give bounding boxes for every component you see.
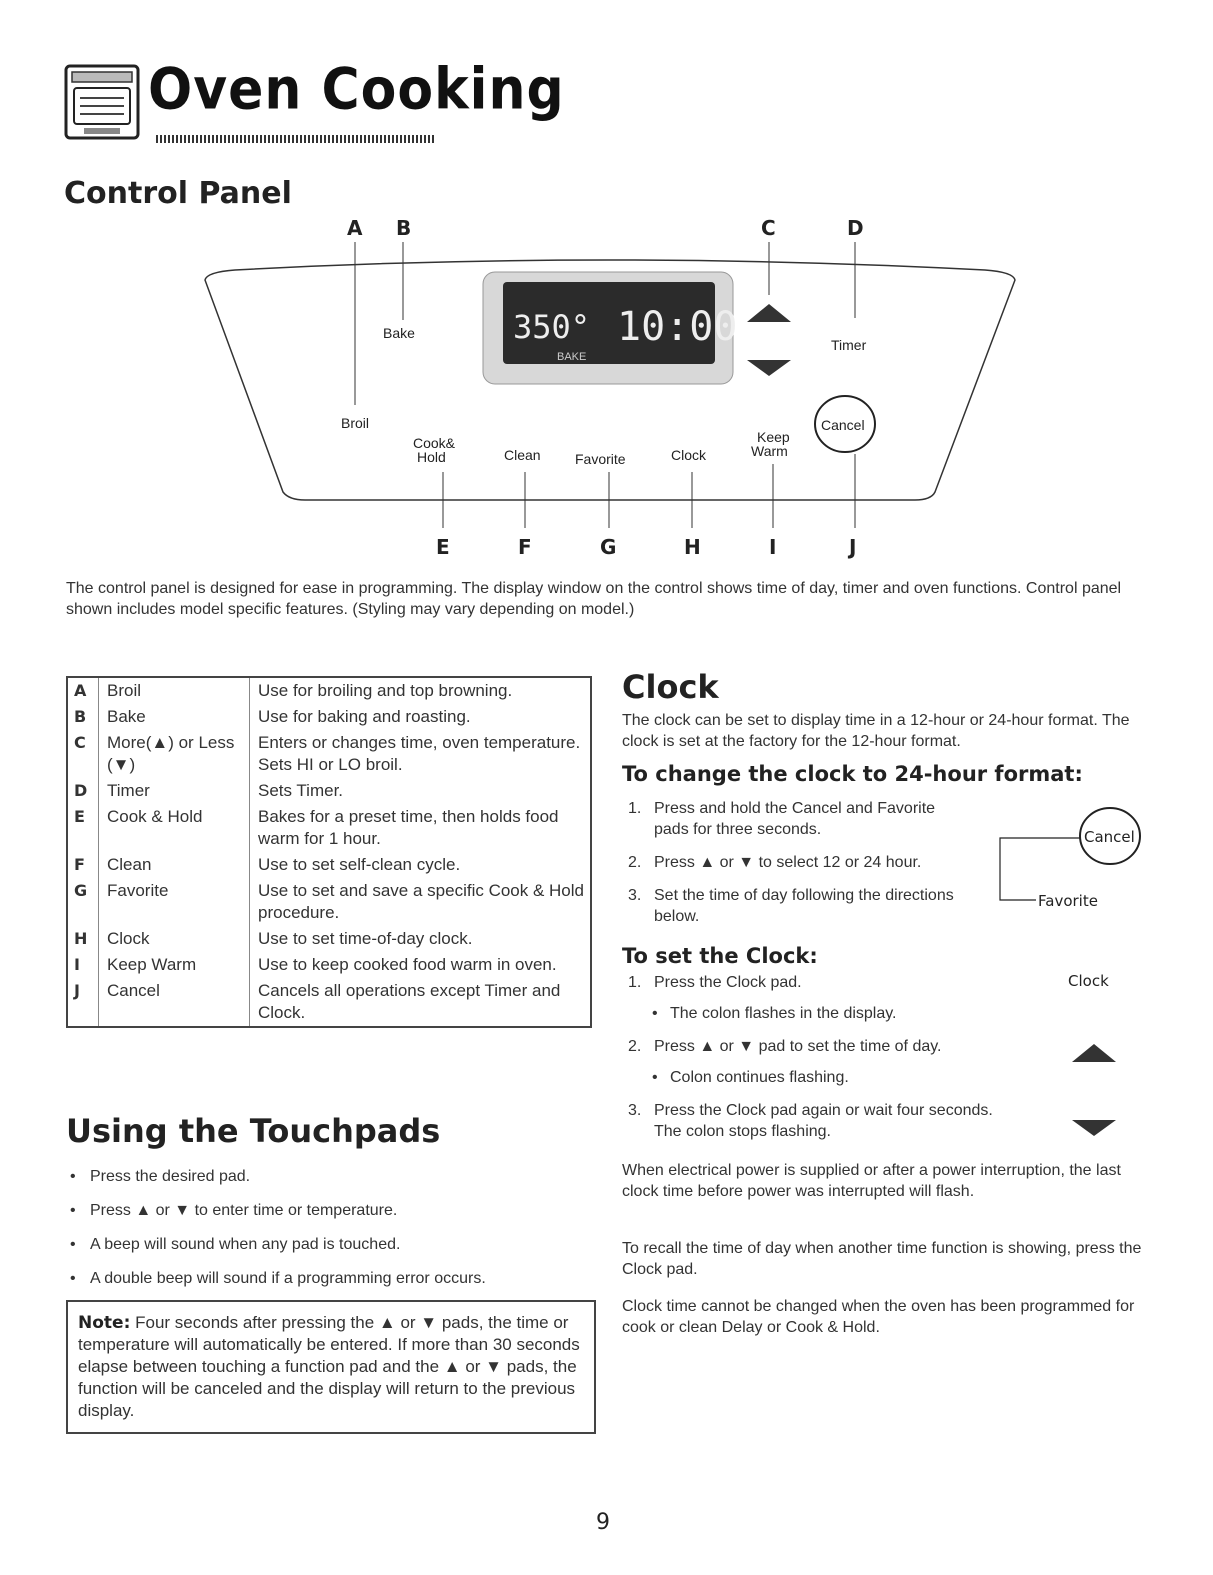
- table-row: [67, 677, 591, 704]
- touchpads-heading: Using the Touchpads: [66, 1112, 441, 1150]
- display-mode: BAKE: [557, 351, 587, 363]
- list-item: • Press the desired pad.: [70, 1166, 590, 1187]
- table-cell-key: F: [67, 852, 99, 878]
- cook-hold-pad-line2[interactable]: Hold: [417, 449, 446, 465]
- down-arrow-icon[interactable]: [1072, 1120, 1116, 1136]
- table-cell-key: A: [67, 677, 99, 704]
- cancel-pad[interactable]: Cancel: [821, 417, 865, 433]
- table-cell-name: Broil: [99, 677, 250, 704]
- clock-intro: The clock can be set to display time in a 12-hour or 24-hour format. The clock is set at the factory for the 12-hour format.: [622, 712, 1130, 750]
- table-cell-name: Clock: [99, 926, 250, 952]
- table-cell-desc: Use to keep cooked food warm in oven.: [258, 955, 557, 974]
- table-row: [67, 804, 591, 852]
- recall-paragraph: To recall the time of day when another time function is showing, press the Clock pad.: [622, 1240, 1142, 1278]
- touchpads-list: [70, 1166, 590, 1302]
- side-favorite-pad[interactable]: Favorite: [1038, 892, 1098, 910]
- table-cell-name: Timer: [99, 778, 250, 804]
- table-cell-name: Clean: [99, 852, 250, 878]
- table-row: [67, 978, 591, 1027]
- list-item: 3. Press the Clock pad again or wait four seconds. The colon stops flashing.: [628, 1102, 993, 1140]
- table-cell-desc: Use for broiling and top browning.: [258, 681, 513, 700]
- list-item: 1. Press the Clock pad.: [628, 974, 802, 991]
- table-cell-key: B: [67, 704, 99, 730]
- set-clock-heading: To set the Clock:: [622, 944, 818, 968]
- note-box: [66, 1300, 596, 1434]
- clock-heading: Clock: [622, 668, 719, 706]
- oven-icon: [64, 64, 140, 140]
- list-item: 2. Press ▲ or ▼ to select 12 or 24 hour.: [628, 854, 922, 871]
- list-item: • The colon flashes in the display.: [628, 1003, 1008, 1024]
- table-row: [67, 852, 591, 878]
- table-cell-key: I: [67, 952, 99, 978]
- table-cell-key: J: [67, 978, 99, 1027]
- letter-e: E: [436, 535, 450, 559]
- control-panel-heading: Control Panel: [64, 176, 292, 211]
- list-item: • Press ▲ or ▼ to enter time or temperature.: [70, 1200, 590, 1221]
- table-cell-desc: Bakes for a preset time, then holds food warm for 1 hour.: [258, 807, 559, 848]
- table-cell-name: Favorite: [99, 878, 250, 926]
- table-cell-desc: Cancels all operations except Timer and Clock.: [258, 981, 561, 1022]
- note-label: Note:: [78, 1313, 131, 1333]
- table-row: [67, 730, 591, 778]
- broil-pad[interactable]: Broil: [341, 415, 370, 431]
- table-cell-key: G: [67, 878, 99, 926]
- timer-pad[interactable]: Timer: [831, 337, 867, 353]
- list-item: 2. Press ▲ or ▼ pad to set the time of day.: [628, 1038, 942, 1055]
- letter-h: H: [684, 535, 701, 559]
- table-cell-desc: Sets Timer.: [258, 781, 344, 800]
- power-paragraph: When electrical power is supplied or after a power interruption, the last clock time before power was interrupted will flash.: [622, 1162, 1121, 1200]
- control-panel-intro: The control panel is designed for ease in programming. The display window on the control shows time of day, timer and oven functions. Control panel shown includes model specific features. (Styling may vary depending on model.): [66, 580, 1122, 618]
- letter-d: D: [847, 216, 864, 240]
- keep-warm-pad-line2[interactable]: Warm: [751, 443, 788, 459]
- side-clock-pad[interactable]: Clock: [1068, 972, 1109, 990]
- table-cell-key: E: [67, 804, 99, 852]
- side-cancel-pad[interactable]: Cancel: [1084, 828, 1135, 846]
- table-cell-key: H: [67, 926, 99, 952]
- change-format-steps: [628, 798, 973, 939]
- letter-i: I: [769, 535, 777, 559]
- table-cell-name: More(▲) or Less (▼): [99, 730, 250, 778]
- clock-pad[interactable]: Clock: [671, 447, 707, 463]
- clean-pad[interactable]: Clean: [504, 447, 541, 463]
- display-temperature: 350°: [513, 308, 591, 346]
- note-text: Four seconds after pressing the ▲ or ▼ pads, the time or temperature will automatically be entered. If more than 30 seconds elapse between touching a function pad and the ▲ or ▼ pads, the function will be canceled and the display will return to the previous display.: [78, 1313, 580, 1420]
- list-item: • A double beep will sound if a programming error occurs.: [70, 1268, 590, 1289]
- favorite-pad[interactable]: Favorite: [575, 451, 626, 467]
- table-cell-name: Keep Warm: [99, 952, 250, 978]
- letter-f: F: [518, 535, 532, 559]
- page-number: 9: [596, 1510, 610, 1535]
- side-pad-illustrations: [990, 788, 1160, 1148]
- set-clock-steps: [628, 972, 1008, 1146]
- bake-pad[interactable]: Bake: [383, 325, 415, 341]
- title-rule: [156, 135, 436, 143]
- list-item: 3. Set the time of day following the directions below.: [628, 887, 954, 925]
- table-cell-name: Bake: [99, 704, 250, 730]
- page-title: Oven Cooking: [148, 57, 565, 123]
- list-item: • A beep will sound when any pad is touched.: [70, 1234, 590, 1255]
- table-cell-name: Cancel: [99, 978, 250, 1027]
- change-format-heading: To change the clock to 24-hour format:: [622, 762, 1083, 786]
- table-cell-name: Cook & Hold: [99, 804, 250, 852]
- table-cell-desc: Use to set self-clean cycle.: [258, 855, 461, 874]
- cook-hold-pad-line1[interactable]: Cook&: [413, 435, 456, 451]
- table-row: [67, 878, 591, 926]
- keep-warm-pad-line1[interactable]: Keep: [757, 429, 790, 445]
- reference-table: [66, 676, 592, 1028]
- letter-a: A: [347, 216, 363, 240]
- letter-g: G: [600, 535, 617, 559]
- table-row: [67, 704, 591, 730]
- table-cell-key: C: [67, 730, 99, 778]
- table-cell-key: D: [67, 778, 99, 804]
- list-item: 1. Press and hold the Cancel and Favorite pads for three seconds.: [628, 800, 936, 838]
- delay-paragraph: Clock time cannot be changed when the oven has been programmed for cook or clean Delay or Cook & Hold.: [622, 1298, 1135, 1336]
- letter-b: B: [396, 216, 412, 240]
- table-cell-desc: Use to set time-of-day clock.: [258, 929, 473, 948]
- control-panel-diagram: [195, 210, 1025, 565]
- letter-j: J: [849, 535, 857, 559]
- display-time: 10:00: [617, 304, 738, 350]
- list-item: • Colon continues flashing.: [628, 1067, 1008, 1088]
- table-cell-desc: Use to set and save a specific Cook & Hold procedure.: [258, 881, 584, 922]
- table-cell-desc: Enters or changes time, oven temperature. Sets HI or LO broil.: [258, 733, 581, 774]
- up-arrow-icon[interactable]: [1072, 1044, 1116, 1062]
- table-row: [67, 926, 591, 952]
- table-cell-desc: Use for baking and roasting.: [258, 707, 471, 726]
- table-row: [67, 778, 591, 804]
- letter-c: C: [761, 216, 776, 240]
- table-row: [67, 952, 591, 978]
